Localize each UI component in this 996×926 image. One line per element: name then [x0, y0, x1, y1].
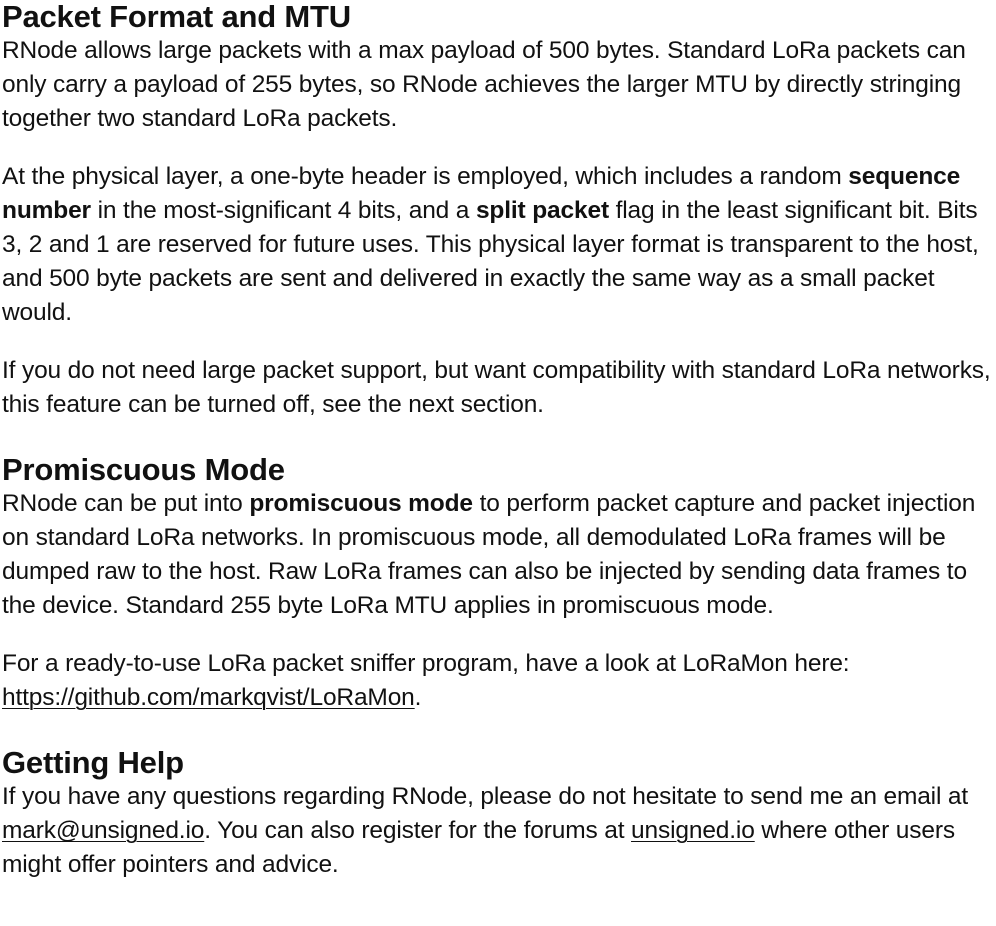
text: If you do not need large packet support, but want compatibility with standard LoRa networks, this feature can be turned off, see the next section. — [2, 357, 991, 418]
paragraph-physical-layer — [2, 160, 996, 330]
forum-link[interactable]: unsigned.io — [631, 817, 755, 844]
text: If you have any questions regarding RNode, please do not hesitate to send me an email at — [2, 783, 969, 810]
paragraph-help — [2, 780, 996, 882]
text: . — [414, 684, 422, 711]
paragraph-loramon — [2, 647, 996, 715]
section-getting-help — [2, 746, 996, 882]
text: For a ready-to-use LoRa packet sniffer program, have a look at LoRaMon here: — [2, 650, 850, 677]
text: RNode can be put into — [2, 490, 250, 517]
text: where other users might offer pointers and advice. — [2, 817, 955, 878]
loramon-link[interactable]: https://github.com/markqvist/LoRaMon — [2, 684, 415, 711]
text: . You can also register for the forums at — [204, 817, 632, 844]
section-packet-format — [2, 0, 996, 422]
bold-promiscuous-mode: promiscuous mode — [249, 490, 473, 517]
section-promiscuous-mode — [2, 453, 996, 715]
bold-sequence-number: sequence number — [2, 163, 961, 224]
text: RNode allows large packets with a max payload of 500 bytes. Standard LoRa packets can only carry a payload of 255 bytes, so RNode achieves the larger MTU by directly stringing together two standard LoRa packets. — [2, 37, 966, 132]
section-title-packet-format: Packet Format and MTU — [2, 0, 351, 34]
text: in the most-significant 4 bits, and a — [90, 197, 476, 224]
text: At the physical layer, a one-byte header is employed, which includes a random — [2, 163, 849, 190]
bold-split-packet: split packet — [475, 197, 609, 224]
section-title-getting-help: Getting Help — [2, 745, 184, 780]
paragraph-large-packet-option — [2, 354, 996, 422]
email-link[interactable]: mark@unsigned.io — [2, 817, 205, 844]
paragraph-packet-intro — [2, 34, 996, 136]
text: flag in the least significant bit. Bits 3, 2 and 1 are reserved for future uses. This physical layer format is transparent to the host, and 500 byte packets are sent and delivered in exactly the same way as a small packet would. — [2, 197, 979, 326]
section-title-promiscuous-mode: Promiscuous Mode — [2, 452, 285, 487]
paragraph-promiscuous-intro — [2, 487, 996, 623]
text: to perform packet capture and packet injection on standard LoRa networks. In promiscuous mode, all demodulated LoRa frames will be dumped raw to the host. Raw LoRa frames can also be injected by sending data frames to the device. Standard 255 byte LoRa MTU applies in promiscuous mode. — [2, 490, 976, 619]
